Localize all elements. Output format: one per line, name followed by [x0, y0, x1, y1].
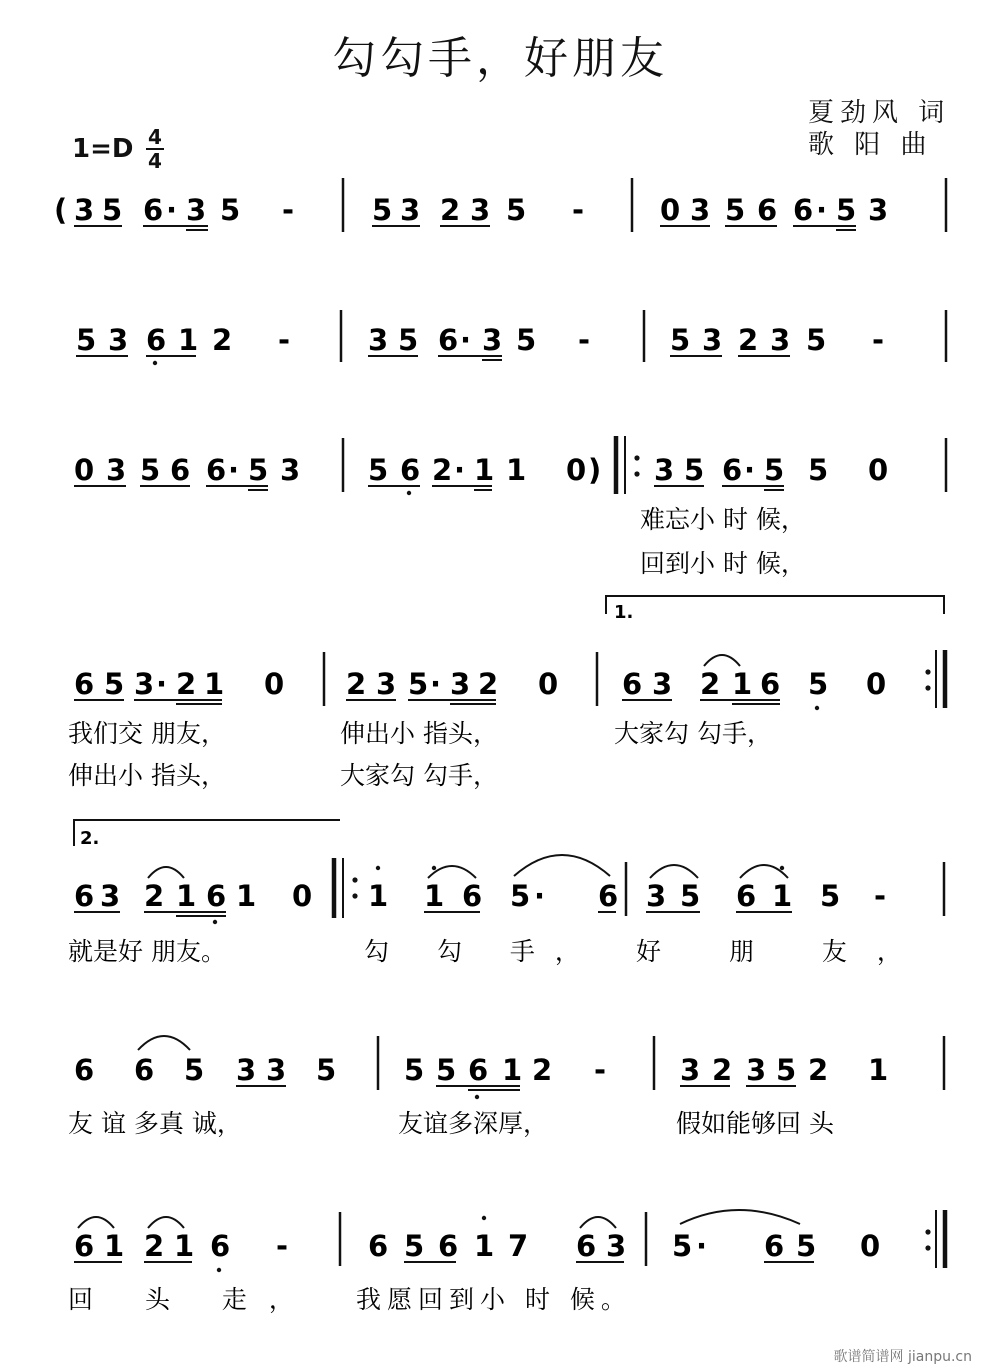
note: 5 [408, 667, 429, 701]
note: 0 [566, 453, 587, 487]
note: 6 [757, 193, 778, 227]
note: 2 [144, 1229, 165, 1263]
note: 2 [144, 879, 165, 913]
note: 3 [186, 193, 207, 227]
note: 5 [316, 1053, 337, 1087]
note: 6 [576, 1229, 597, 1263]
note: 3 [680, 1053, 701, 1087]
note: 3 [280, 453, 301, 487]
dot: · [228, 453, 240, 487]
note: 5 [404, 1053, 425, 1087]
lyric-verse1-m3: 大家勾 勾手， [614, 719, 772, 748]
lyric-verse2-line3: 回到小 时 候， [640, 549, 806, 578]
dash: - [282, 193, 295, 227]
note: 5 [398, 323, 419, 357]
note: 5 [670, 323, 691, 357]
note: 5 [368, 453, 389, 487]
note: 3 [482, 323, 503, 357]
note: 0 [292, 879, 313, 913]
note: 6 [736, 879, 757, 913]
dot: · [460, 323, 472, 357]
note: 2 [478, 667, 499, 701]
note: 7 [508, 1229, 529, 1263]
note: 3 [368, 323, 389, 357]
composer-credit: 歌 阳 曲 [808, 130, 933, 160]
note: 5 [102, 193, 123, 227]
note: 1 [732, 667, 753, 701]
note: 5 [140, 453, 161, 487]
close-paren: ) [588, 453, 602, 487]
lyricist-credit: 夏劲风 词 [808, 98, 951, 128]
note: 1 [502, 1053, 523, 1087]
note: 0 [264, 667, 285, 701]
note: 0 [868, 453, 889, 487]
dot: · [816, 193, 828, 227]
slur [650, 865, 698, 878]
dash: - [276, 1229, 289, 1263]
dash: - [594, 1053, 607, 1087]
volta-1-label: 1. [614, 602, 634, 623]
note: 5 [764, 453, 785, 487]
note: 2 [346, 667, 367, 701]
note: 0 [74, 453, 95, 487]
volta-2-bracket [74, 820, 340, 846]
note: 5 [104, 667, 125, 701]
watermark: 歌谱简谱网 jianpu.cn [833, 1349, 972, 1365]
note: 5 [796, 1229, 817, 1263]
note: 1 [868, 1053, 889, 1087]
note: 6 [400, 453, 421, 487]
note: 3 [106, 453, 127, 487]
note: 1 [178, 323, 199, 357]
lyric-line7-m2: 我愿回到小 时 候。 [356, 1285, 632, 1314]
note: 2 [532, 1053, 553, 1087]
note: 6 [598, 879, 619, 913]
note: 5 [808, 453, 829, 487]
time-signature-top: 4 [148, 125, 162, 149]
dash: - [874, 879, 887, 913]
note: 6 [143, 193, 164, 227]
note: 6 [764, 1229, 785, 1263]
lyric-verse2-m2: 大家勾 勾手， [340, 761, 498, 790]
note: 5 [672, 1229, 693, 1263]
lyric-line7-m1: 回 头 走， [68, 1285, 316, 1314]
dash: - [572, 193, 585, 227]
note: 6 [206, 879, 227, 913]
dot: · [454, 453, 466, 487]
lyric-verse1-m1: 我们交 朋友， [68, 719, 226, 748]
key-signature: 1=D [72, 134, 134, 164]
note: 5 [506, 193, 527, 227]
note: 1 [204, 667, 225, 701]
dot: · [166, 193, 178, 227]
score-line-4 [74, 650, 945, 710]
note: 6 [368, 1229, 389, 1263]
score-line-1 [54, 178, 946, 232]
note: 6 [74, 667, 95, 701]
note: 6 [622, 667, 643, 701]
note: 6 [793, 193, 814, 227]
note: 6 [206, 453, 227, 487]
note: 6 [438, 1229, 459, 1263]
note: 5 [436, 1053, 457, 1087]
note: 6 [722, 453, 743, 487]
note: 3 [236, 1053, 257, 1087]
slur [138, 1036, 190, 1050]
note: 0 [866, 667, 887, 701]
note: 5 [836, 193, 857, 227]
note: 5 [184, 1053, 205, 1087]
note: 3 [606, 1229, 627, 1263]
note: 0 [860, 1229, 881, 1263]
note: 1 [174, 1229, 195, 1263]
note: 6 [210, 1229, 231, 1263]
dash: - [872, 323, 885, 357]
dot: · [696, 1229, 708, 1263]
note: 6 [170, 453, 191, 487]
slur [148, 867, 184, 878]
slur [704, 655, 740, 666]
note: 3 [450, 667, 471, 701]
note: 6 [468, 1053, 489, 1087]
score-line-6 [74, 1036, 944, 1099]
note: 5 [808, 667, 829, 701]
slur [514, 855, 610, 876]
note: 1 [176, 879, 197, 913]
note: 3 [400, 193, 421, 227]
note: 3 [690, 193, 711, 227]
note: 5 [76, 323, 97, 357]
note: 6 [74, 879, 95, 913]
note: 1 [424, 879, 445, 913]
note: 5 [680, 879, 701, 913]
note: 2 [176, 667, 197, 701]
note: 3 [470, 193, 491, 227]
song-title: 勾勾手，好朋友 [332, 33, 668, 84]
note: 5 [404, 1229, 425, 1263]
note: 1 [474, 453, 495, 487]
score-line-3 [74, 436, 946, 495]
note: 5 [725, 193, 746, 227]
lyric-line5-m3: 好 朋 友， [636, 937, 932, 966]
dot: · [430, 667, 442, 701]
slur [680, 1210, 800, 1224]
lyric-verse1-line3: 难忘小 时 候， [640, 505, 806, 534]
note: 5 [220, 193, 241, 227]
note: 5 [510, 879, 531, 913]
note: 1 [474, 1229, 495, 1263]
note: 2 [440, 193, 461, 227]
note: 6 [462, 879, 483, 913]
note: 1 [368, 879, 389, 913]
volta-1-bracket [606, 596, 944, 614]
note: 6 [134, 1053, 155, 1087]
volta-2-label: 2. [80, 828, 100, 849]
lyric-line5-m2: 勾 勾 手， [364, 937, 600, 966]
note: 3 [868, 193, 889, 227]
note: 5 [248, 453, 269, 487]
score-line-2 [76, 310, 946, 365]
note: 3 [646, 879, 667, 913]
note: 5 [684, 453, 705, 487]
note: 2 [712, 1053, 733, 1087]
note: 1 [104, 1229, 125, 1263]
lyric-line6-m3: 假如能够回 头 [676, 1109, 834, 1138]
note: 6 [146, 323, 167, 357]
note: 3 [74, 193, 95, 227]
note: 5 [776, 1053, 797, 1087]
note: 2 [738, 323, 759, 357]
slur [78, 1217, 114, 1228]
score-line-7 [74, 1210, 945, 1272]
lyric-line6-m2: 友谊多深厚， [398, 1109, 549, 1138]
dot: · [156, 667, 168, 701]
note: 5 [806, 323, 827, 357]
note: 3 [134, 667, 155, 701]
lyric-verse1-m2: 伸出小 指头， [340, 719, 498, 748]
note: 5 [516, 323, 537, 357]
note: 3 [376, 667, 397, 701]
note: 2 [432, 453, 453, 487]
note: 0 [538, 667, 559, 701]
note: 3 [266, 1053, 287, 1087]
note: 6 [438, 323, 459, 357]
dash: - [578, 323, 591, 357]
note: 5 [372, 193, 393, 227]
lyric-line5-m1: 就是好 朋友。 [68, 937, 226, 966]
note: 3 [100, 879, 121, 913]
dash: - [278, 323, 291, 357]
note: 5 [820, 879, 841, 913]
slur [148, 1217, 184, 1228]
note: 2 [212, 323, 233, 357]
note: 6 [74, 1053, 95, 1087]
time-signature-bottom: 4 [148, 149, 162, 173]
lyric-line6-m1: 友 谊 多真 诚， [68, 1109, 242, 1138]
note: 1 [236, 879, 257, 913]
note: 3 [654, 453, 675, 487]
lyric-verse2-m1: 伸出小 指头， [68, 761, 226, 790]
note: 1 [506, 453, 527, 487]
note: 3 [770, 323, 791, 357]
note: 2 [808, 1053, 829, 1087]
note: 3 [702, 323, 723, 357]
open-paren: ( [54, 193, 68, 227]
note: 2 [700, 667, 721, 701]
dot: · [534, 879, 546, 913]
note: 6 [760, 667, 781, 701]
note: 1 [772, 879, 793, 913]
note: 3 [746, 1053, 767, 1087]
slur [580, 1217, 616, 1228]
note: 3 [652, 667, 673, 701]
dot: · [744, 453, 756, 487]
score-line-5 [74, 855, 944, 924]
note: 0 [660, 193, 681, 227]
note: 6 [74, 1229, 95, 1263]
note: 3 [108, 323, 129, 357]
